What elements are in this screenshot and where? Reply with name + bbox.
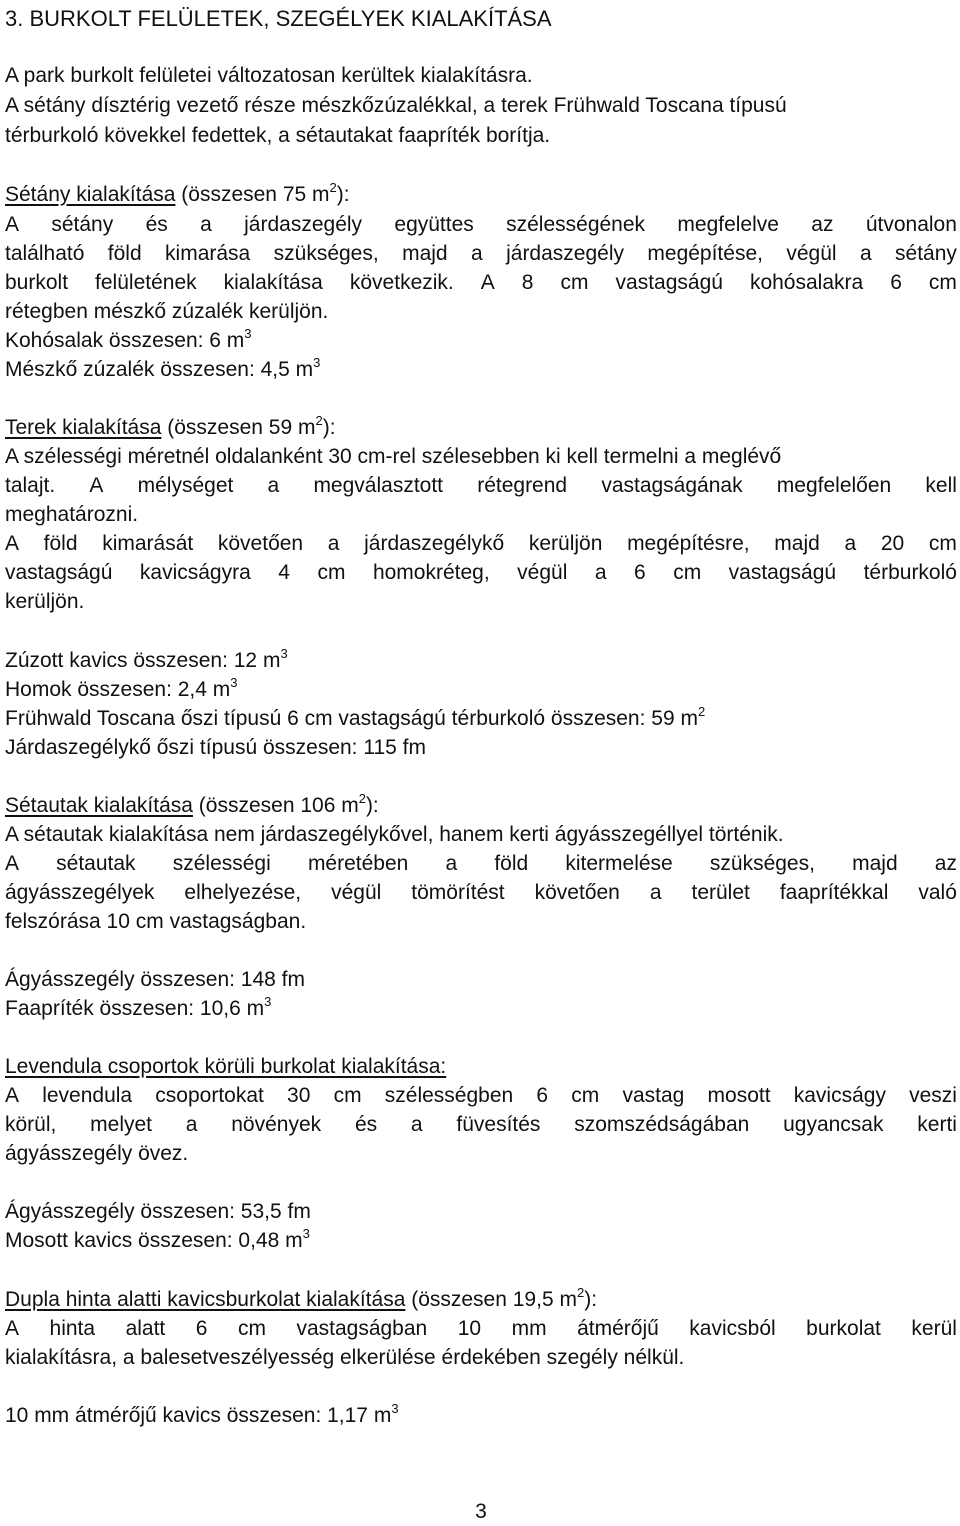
terek-quantity-4: Járdaszegélykő őszi típusú összesen: 115 fm — [5, 736, 426, 759]
word: való — [918, 881, 957, 904]
word: burkolat — [806, 1317, 881, 1340]
word: szélességi — [172, 852, 271, 875]
word: és — [145, 213, 168, 236]
word: kavicsból — [689, 1317, 776, 1340]
setany-para-line-3 — [5, 268, 957, 297]
word: a — [327, 532, 340, 555]
setautak-quantity-2: Faapríték összesen: 10,6 $m^3$ — [5, 994, 272, 1020]
word: szükséges, — [709, 852, 815, 875]
word: ugyancsak — [783, 1113, 884, 1136]
word: faaprítékkal — [779, 881, 889, 904]
intro-line-2: A sétány dísztérig vezető része mészkőzúzalékkal, a terek Frühwald Toscana típusú — [5, 94, 787, 117]
word: a — [594, 561, 607, 584]
terek-para-line-5 — [5, 558, 957, 587]
word: a — [859, 242, 872, 265]
word: terület — [691, 881, 750, 904]
terek-para-line-4 — [5, 529, 957, 558]
terek-para-line-6: kerüljön. — [5, 590, 85, 613]
word: megfelelve — [677, 213, 779, 236]
setany-quantity-1: Kohósalak összesen: 6 $m^3$ — [5, 326, 252, 352]
word: füvesítés — [456, 1113, 541, 1136]
word: 30 — [287, 1084, 311, 1107]
word: ágyásszegélyek — [5, 881, 155, 904]
word: a — [445, 852, 458, 875]
hinta-title: Dupla hinta alatti kavicsburkolat kialakítása (összesen 19,5 $m^2$): — [5, 1285, 598, 1311]
word: végül — [786, 242, 837, 265]
word: cm — [673, 561, 702, 584]
terek-para-line-2 — [5, 471, 957, 500]
setautak-para-line-4: felszórása 10 cm vastagságban. — [5, 910, 307, 933]
word: mélységet — [137, 474, 234, 497]
word: A — [5, 1084, 20, 1107]
setany-para-line-4: rétegben mészkő zúzalék kerüljön. — [5, 300, 329, 323]
word: 6 — [195, 1317, 208, 1340]
word: járdaszegély — [506, 242, 624, 265]
levendula-title — [5, 1052, 446, 1081]
word: kimarását — [102, 532, 194, 555]
setautak-title-underlined: Sétautak kialakítása — [5, 794, 193, 817]
setautak-quantity-1: Ágyásszegély összesen: 148 fm — [5, 968, 305, 991]
intro-line-1: A park burkolt felületei változatosan kerültek kialakításra. — [5, 64, 533, 87]
hinta-para-line-1 — [5, 1314, 957, 1343]
word: együttes — [394, 213, 474, 236]
intro-line-3: térburkoló kövekkel fedettek, a sétautakat faapríték borítja. — [5, 124, 551, 147]
word: hinta — [49, 1317, 96, 1340]
word: majd — [774, 532, 820, 555]
word: vastag — [622, 1084, 685, 1107]
hinta-para-line-2: kialakításra, a balesetveszélyesség elkerülése érdekében szegély nélkül. — [5, 1346, 685, 1369]
word: szélességben — [384, 1084, 514, 1107]
word: járdaszegély — [244, 213, 363, 236]
setautak-title: Sétautak kialakítása (összesen 106 $m^2$): — [5, 791, 379, 817]
word: a — [649, 881, 662, 904]
section-heading: 3. BURKOLT FELÜLETEK, SZEGÉLYEK KIALAKÍTÁSA — [5, 6, 552, 31]
word: rétegrend — [477, 474, 568, 497]
word: vastagságú — [5, 561, 113, 584]
word: kimarása — [165, 242, 251, 265]
word: a — [410, 1113, 423, 1136]
word: végül — [517, 561, 568, 584]
word: cm — [237, 1317, 266, 1340]
setautak-para-line-3 — [5, 878, 957, 907]
word: vastagságú — [728, 561, 837, 584]
word: 6 — [536, 1084, 549, 1107]
word: átmérőjű — [577, 1317, 659, 1340]
word: A — [5, 852, 20, 875]
word: az — [811, 213, 834, 236]
setautak-para-line-1: A sétautak kialakítása nem járdaszegélykővel, hanem kerti ágyásszegéllyel történik. — [5, 823, 784, 846]
word: A — [89, 474, 104, 497]
word: cm — [317, 561, 346, 584]
terek-para-line-1: A szélességi méretnél oldalanként 30 cm-rel szélesebben ki kell termelni a meglévő — [5, 445, 782, 468]
word: kell — [925, 474, 957, 497]
word: követően — [534, 881, 620, 904]
word: követően — [217, 532, 304, 555]
word: 6 — [890, 271, 902, 294]
word: kialakítása — [223, 271, 323, 294]
setany-para-line-1 — [5, 210, 957, 239]
word: sétány — [895, 242, 957, 265]
word: cm — [560, 271, 589, 294]
word: alatt — [125, 1317, 166, 1340]
word: A — [5, 1317, 20, 1340]
hinta-quantity-1: 10 mm átmérőjű kavics összesen: 1,17 $m^3$ — [5, 1401, 399, 1427]
word: melyet — [90, 1113, 152, 1136]
word: megfelelően — [776, 474, 892, 497]
word: a — [200, 213, 212, 236]
word: kavicságyra — [139, 561, 251, 584]
word: megépítése, — [647, 242, 763, 265]
word: burkolt — [5, 271, 69, 294]
word: vastagságának — [601, 474, 743, 497]
setany-title: Sétány kialakítása (összesen 75 $m^2$): — [5, 180, 350, 206]
word: homokréteg, — [372, 561, 490, 584]
word: veszi — [909, 1084, 957, 1107]
word: 10 — [457, 1317, 482, 1340]
word: felületének — [95, 271, 197, 294]
terek-quantity-3: Frühwald Toscana őszi típusú 6 cm vastagságú térburkoló összesen: 59 $m^2$ — [5, 704, 706, 730]
word: növények — [231, 1113, 322, 1136]
levendula-quantity-1: Ágyásszegély összesen: 53,5 fm — [5, 1200, 311, 1223]
word: a — [185, 1113, 198, 1136]
word: sétautak — [56, 852, 136, 875]
word: A — [5, 532, 20, 555]
word: cm — [928, 271, 957, 294]
terek-title: Terek kialakítása (összesen 59 $m^2$): — [5, 413, 336, 439]
word: A — [480, 271, 495, 294]
word: kavicságy — [793, 1084, 886, 1107]
word: talajt. — [5, 474, 56, 497]
word: a — [844, 532, 857, 555]
word: és — [354, 1113, 378, 1136]
word: végül — [331, 881, 382, 904]
levendula-para-line-3: ágyásszegély övez. — [5, 1142, 189, 1165]
word: majd — [852, 852, 898, 875]
word: következik. — [349, 271, 454, 294]
levendula-quantity-2: Mosott kavics összesen: 0,48 $m^3$ — [5, 1226, 310, 1252]
word: méretében — [307, 852, 409, 875]
word: föld — [107, 242, 142, 265]
levendula-para-line-1 — [5, 1081, 957, 1110]
word: 4 — [278, 561, 290, 584]
setany-title-underlined: Sétány kialakítása — [5, 183, 176, 206]
setautak-para-line-2 — [5, 849, 957, 878]
word: szükséges, — [273, 242, 379, 265]
word: útvonalon — [865, 213, 957, 236]
setany-para-line-2 — [5, 239, 957, 268]
word: kerti — [917, 1113, 957, 1136]
word: cm — [333, 1084, 362, 1107]
levendula-title-underlined: Levendula csoportok körüli burkolat kialakítása: — [5, 1055, 447, 1078]
word: elhelyezése, — [184, 881, 302, 904]
word: körül, — [5, 1113, 57, 1136]
word: sétány — [51, 213, 114, 236]
word: kerül — [911, 1317, 957, 1340]
terek-quantity-1: Zúzott kavics összesen: 12 $m^3$ — [5, 646, 288, 672]
word: a — [471, 242, 483, 265]
page-number: 3 — [475, 1500, 487, 1523]
word: levendula — [42, 1084, 133, 1107]
word: föld — [43, 532, 78, 555]
word: mm — [511, 1317, 547, 1340]
word: kohósalakra — [749, 271, 864, 294]
word: cm — [571, 1084, 600, 1107]
word: majd — [402, 242, 448, 265]
terek-para-line-3: meghatározni. — [5, 503, 139, 526]
word: járdaszegélykő — [364, 532, 505, 555]
word: megépítésre, — [627, 532, 750, 555]
word: található — [5, 242, 85, 265]
word: szélességének — [506, 213, 646, 236]
word: kitermelése — [565, 852, 673, 875]
word: a — [267, 474, 280, 497]
word: az — [934, 852, 957, 875]
terek-title-underlined: Terek kialakítása — [5, 416, 162, 439]
word: cm — [928, 532, 957, 555]
word: térburkoló — [863, 561, 957, 584]
word: csoportokat — [155, 1084, 264, 1107]
word: mosott — [707, 1084, 771, 1107]
word: vastagságban — [296, 1317, 428, 1340]
word: 6 — [634, 561, 646, 584]
word: megválasztott — [313, 474, 443, 497]
word: tömörítést — [411, 881, 505, 904]
levendula-para-line-2 — [5, 1110, 957, 1139]
word: szomszédságában — [574, 1113, 750, 1136]
word: vastagságú — [615, 271, 723, 294]
word: föld — [494, 852, 529, 875]
word: A — [5, 213, 20, 236]
word: 8 — [521, 271, 534, 294]
word: kerüljön — [528, 532, 603, 555]
hinta-title-underlined: Dupla hinta alatti kavicsburkolat kialakítása — [5, 1288, 406, 1311]
word: 20 — [880, 532, 905, 555]
terek-quantity-2: Homok összesen: 2,4 $m^3$ — [5, 675, 238, 701]
setany-quantity-2: Mészkő zúzalék összesen: 4,5 $m^3$ — [5, 355, 321, 381]
